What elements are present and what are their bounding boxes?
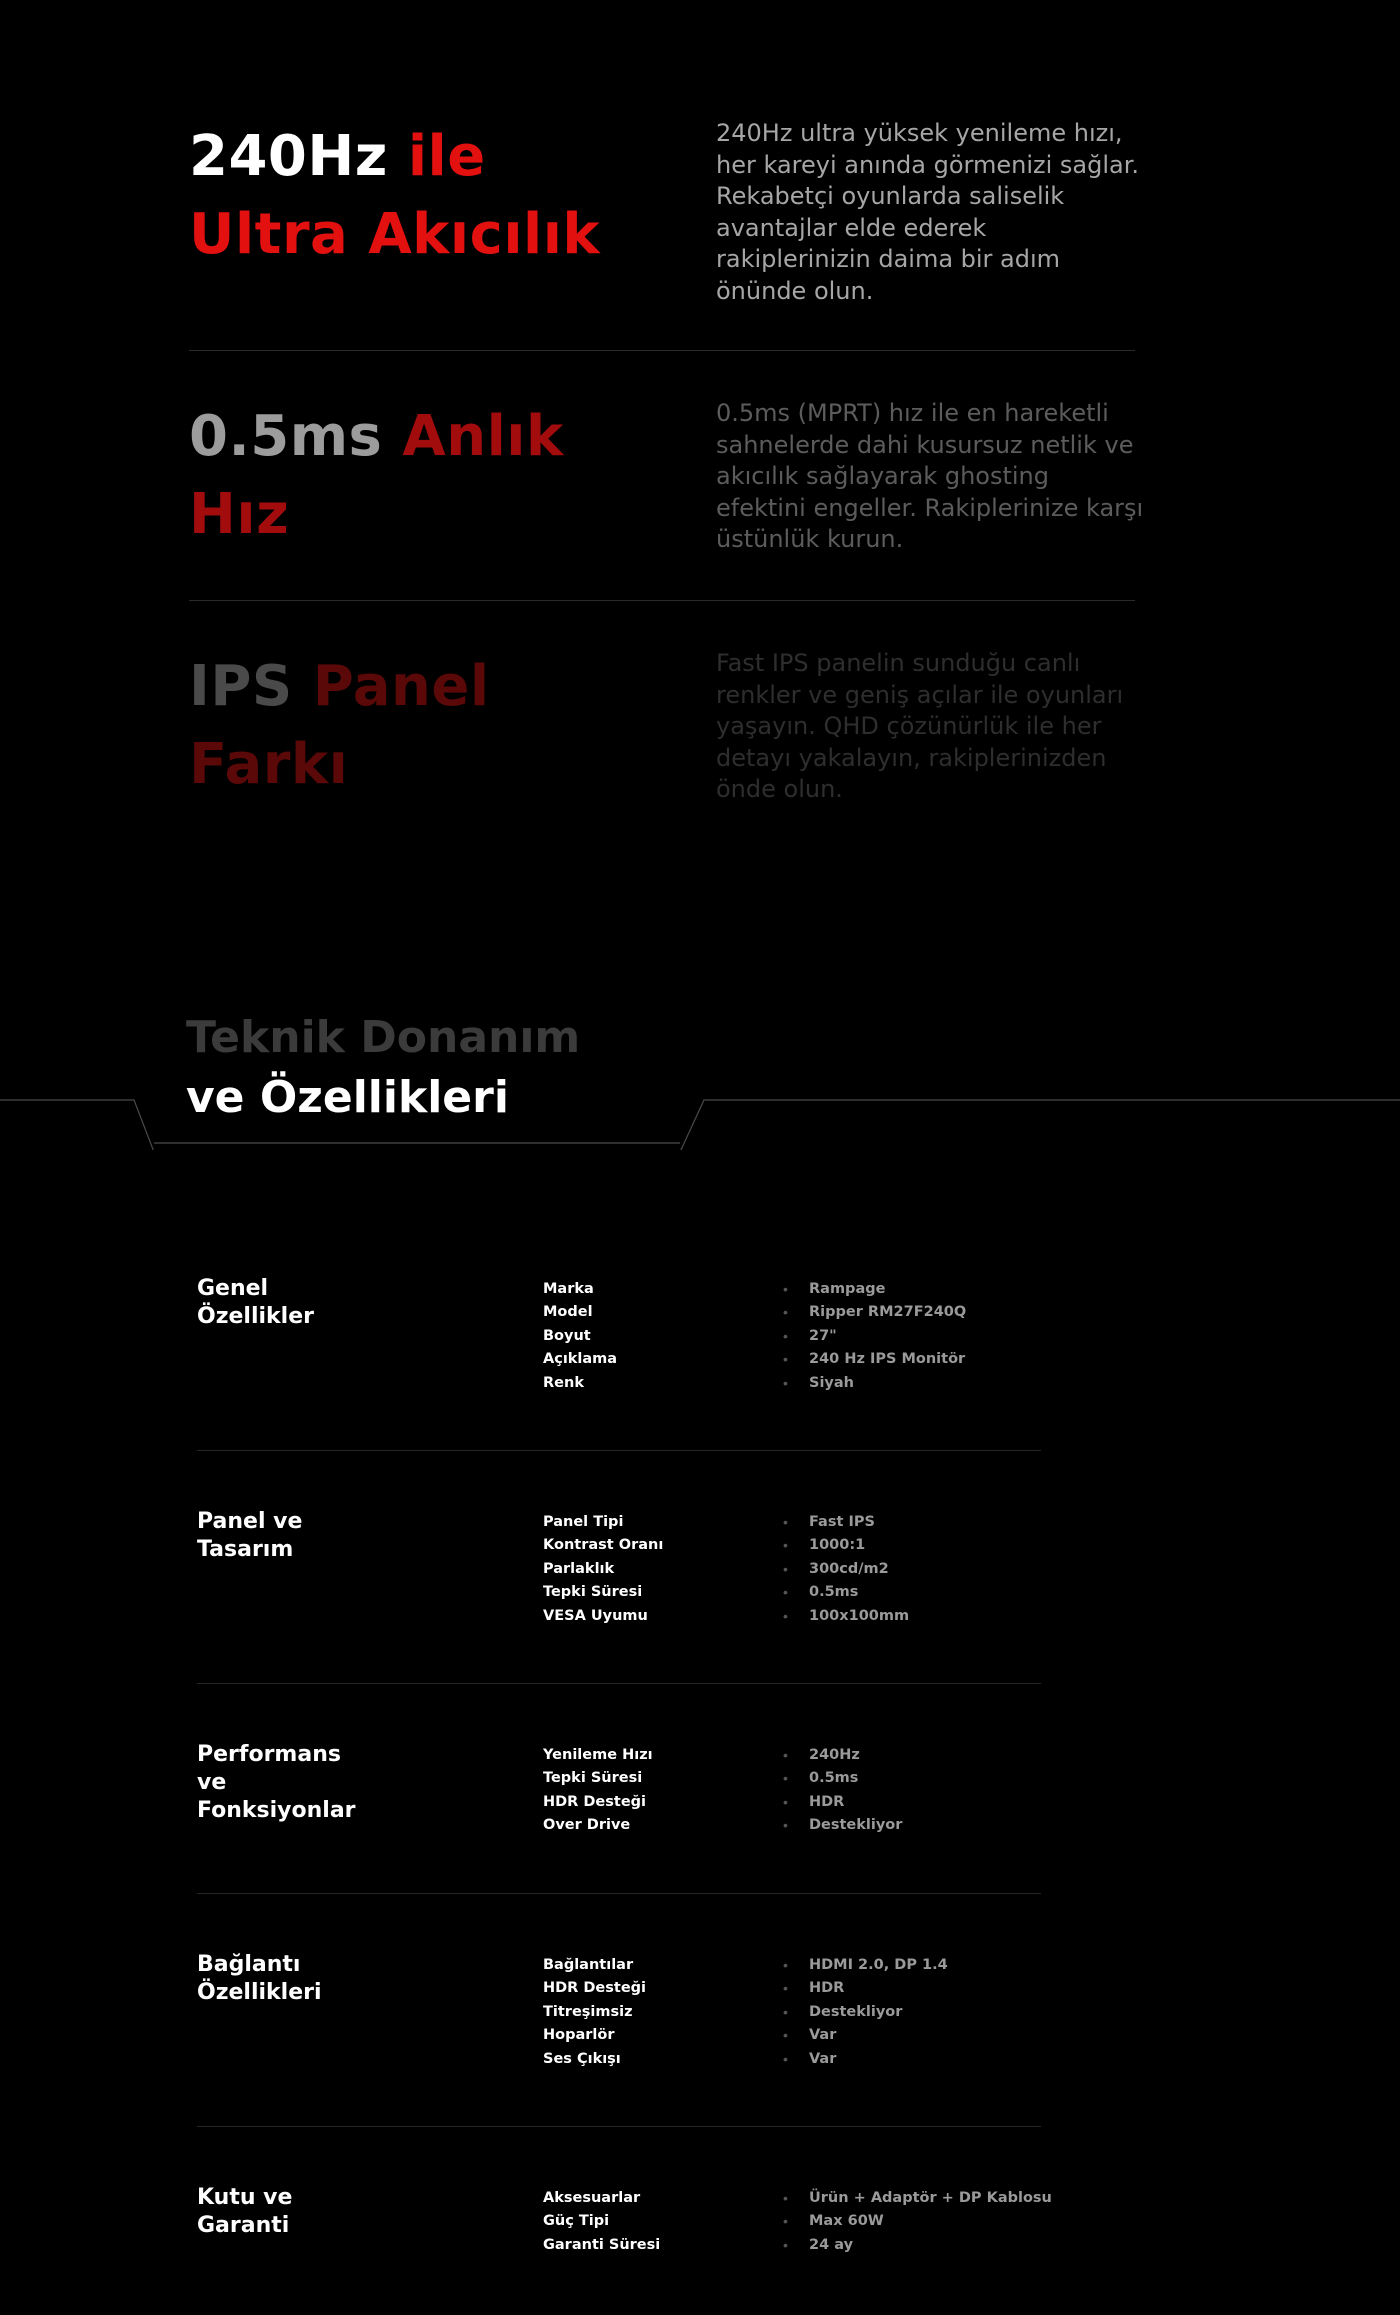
feature-title-highlight: 0.5ms bbox=[189, 404, 383, 469]
spec-group-divider bbox=[197, 1893, 1041, 1894]
feature-title bbox=[189, 118, 649, 274]
spec-key: Tepki Süresi bbox=[543, 1584, 643, 1601]
bullet-dot: • bbox=[783, 2003, 788, 2020]
spec-group-title: Genel Özellikler bbox=[197, 1276, 314, 1329]
spec-value: Ripper RM27F240Q bbox=[809, 1304, 967, 1321]
spec-value: HDMI 2.0, DP 1.4 bbox=[809, 1957, 948, 1973]
spec-key: Hoparlör bbox=[543, 2027, 615, 2044]
spec-value: Siyah bbox=[809, 1374, 854, 1391]
bullet-dot: • bbox=[783, 1793, 788, 1810]
spec-value: Var bbox=[809, 2027, 837, 2044]
spec-group-title: Performans ve Fonksiyonlar bbox=[197, 1742, 356, 1823]
bullet-dot: • bbox=[783, 1351, 788, 1368]
feature-divider bbox=[189, 600, 1135, 601]
spec-value: HDR bbox=[809, 1980, 845, 1997]
spec-value: 240Hz bbox=[809, 1747, 860, 1763]
spec-value: 0.5ms bbox=[809, 1584, 859, 1601]
spec-key: Aksesuarlar bbox=[543, 2190, 641, 2206]
bullet-dot: • bbox=[783, 1817, 788, 1834]
feature-title-accent: Anlık bbox=[402, 404, 564, 469]
feature-240hz bbox=[189, 118, 1140, 368]
spec-value: Max 60W bbox=[809, 2213, 884, 2230]
bullet-dot: • bbox=[783, 2050, 788, 2067]
bullet-dot: • bbox=[783, 2236, 788, 2253]
spec-key: Garanti Süresi bbox=[543, 2236, 661, 2253]
feature-title-accent-line2: Ultra Akıcılık bbox=[189, 202, 601, 267]
spec-group-divider bbox=[197, 1683, 1041, 1684]
bullet-dot: • bbox=[783, 1980, 788, 1997]
bullet-dot: • bbox=[783, 1747, 788, 1763]
spec-group-title: Bağlantı Özellikleri bbox=[197, 1952, 322, 2005]
bullet-dot: • bbox=[783, 1584, 788, 1601]
bullet-dot: • bbox=[783, 1770, 788, 1787]
bullet-dot: • bbox=[783, 1537, 788, 1554]
bullet-dot: • bbox=[783, 1281, 788, 1297]
feature-title bbox=[189, 648, 649, 804]
specs-tab-outline bbox=[0, 1090, 1400, 1150]
spec-key: Marka bbox=[543, 1281, 594, 1297]
spec-value: 300cd/m2 bbox=[809, 1560, 889, 1577]
spec-value: Ürün + Adaptör + DP Kablosu bbox=[809, 2190, 1052, 2206]
spec-value: Fast IPS bbox=[809, 1514, 875, 1530]
feature-description: Fast IPS panelin sunduğu canlı renkler ve geniş açılar ile oyunları yaşayın. QHD çözünürlük ile her detayı yakalayın, rakiplerinizden önde olun. bbox=[716, 649, 1124, 803]
feature-title bbox=[189, 398, 649, 554]
spec-key: Parlaklık bbox=[543, 1560, 615, 1577]
spec-key: VESA Uyumu bbox=[543, 1607, 648, 1624]
feature-description: 0.5ms (MPRT) hız ile en hareketli sahnelerde dahi kusursuz netlik ve akıcılık sağlayarak ghosting efektini engeller. Rakiplerinize karşı üstünlük kurun. bbox=[716, 399, 1144, 553]
bullet-dot: • bbox=[783, 2027, 788, 2044]
spec-value: 240 Hz IPS Monitör bbox=[809, 1351, 966, 1368]
spec-key: Güç Tipi bbox=[543, 2213, 610, 2230]
spec-key: Yenileme Hızı bbox=[543, 1747, 653, 1763]
feature-title-accent-line2: Farkı bbox=[189, 732, 349, 797]
spec-key: Model bbox=[543, 1304, 593, 1321]
spec-group-title: Panel ve Tasarım bbox=[197, 1509, 303, 1562]
spec-value: 0.5ms bbox=[809, 1770, 859, 1787]
spec-group-title: Kutu ve Garanti bbox=[197, 2185, 293, 2238]
spec-group-divider bbox=[197, 2126, 1041, 2127]
spec-key: Ses Çıkışı bbox=[543, 2050, 621, 2067]
spec-value: Destekliyor bbox=[809, 1817, 903, 1834]
spec-key: Boyut bbox=[543, 1327, 591, 1344]
bullet-dot: • bbox=[783, 1560, 788, 1577]
spec-value: 27" bbox=[809, 1327, 837, 1344]
spec-value: HDR bbox=[809, 1793, 845, 1810]
spec-key: Titreşimsiz bbox=[543, 2003, 633, 2020]
bullet-dot: • bbox=[783, 2213, 788, 2230]
bullet-dot: • bbox=[783, 1304, 788, 1321]
feature-description: 240Hz ultra yüksek yenileme hızı, her kareyi anında görmenizi sağlar. Rekabetçi oyunlarda saliselik avantajlar elde ederek rakiplerinizin daima bir adım önünde olun. bbox=[716, 119, 1140, 305]
feature-title-accent: ile bbox=[407, 124, 486, 189]
bullet-dot: • bbox=[783, 2190, 788, 2206]
spec-key: Tepki Süresi bbox=[543, 1770, 643, 1787]
specs-heading-line2: ve Özellikleri bbox=[186, 1072, 509, 1123]
spec-key: Over Drive bbox=[543, 1817, 631, 1834]
spec-value: 24 ay bbox=[809, 2236, 854, 2253]
bullet-dot: • bbox=[783, 1374, 788, 1391]
spec-value: 100x100mm bbox=[809, 1607, 910, 1624]
feature-ips-panel bbox=[189, 648, 1135, 898]
spec-key: Panel Tipi bbox=[543, 1514, 624, 1530]
specs-heading-line1: Teknik Donanım bbox=[186, 1012, 581, 1063]
feature-divider bbox=[189, 350, 1135, 351]
bullet-dot: • bbox=[783, 1957, 788, 1973]
bullet-dot: • bbox=[783, 1514, 788, 1530]
feature-title-highlight: IPS bbox=[189, 654, 293, 719]
feature-title-highlight: 240Hz bbox=[189, 124, 388, 189]
bullet-dot: • bbox=[783, 1607, 788, 1624]
spec-value: Rampage bbox=[809, 1281, 886, 1297]
spec-key: Açıklama bbox=[543, 1351, 618, 1368]
spec-key: Renk bbox=[543, 1374, 584, 1391]
spec-value: Var bbox=[809, 2050, 837, 2067]
spec-value: Destekliyor bbox=[809, 2003, 903, 2020]
bullet-dot: • bbox=[783, 1327, 788, 1344]
feature-title-accent: Panel bbox=[312, 654, 490, 719]
spec-key: Kontrast Oranı bbox=[543, 1537, 664, 1554]
spec-value: 1000:1 bbox=[809, 1537, 866, 1554]
spec-group-divider bbox=[197, 1450, 1041, 1451]
spec-key: Bağlantılar bbox=[543, 1957, 634, 1973]
feature-response-time bbox=[189, 398, 1144, 648]
feature-title-accent-line2: Hız bbox=[189, 482, 290, 547]
spec-key: HDR Desteği bbox=[543, 1793, 647, 1810]
spec-key: HDR Desteği bbox=[543, 1980, 647, 1997]
